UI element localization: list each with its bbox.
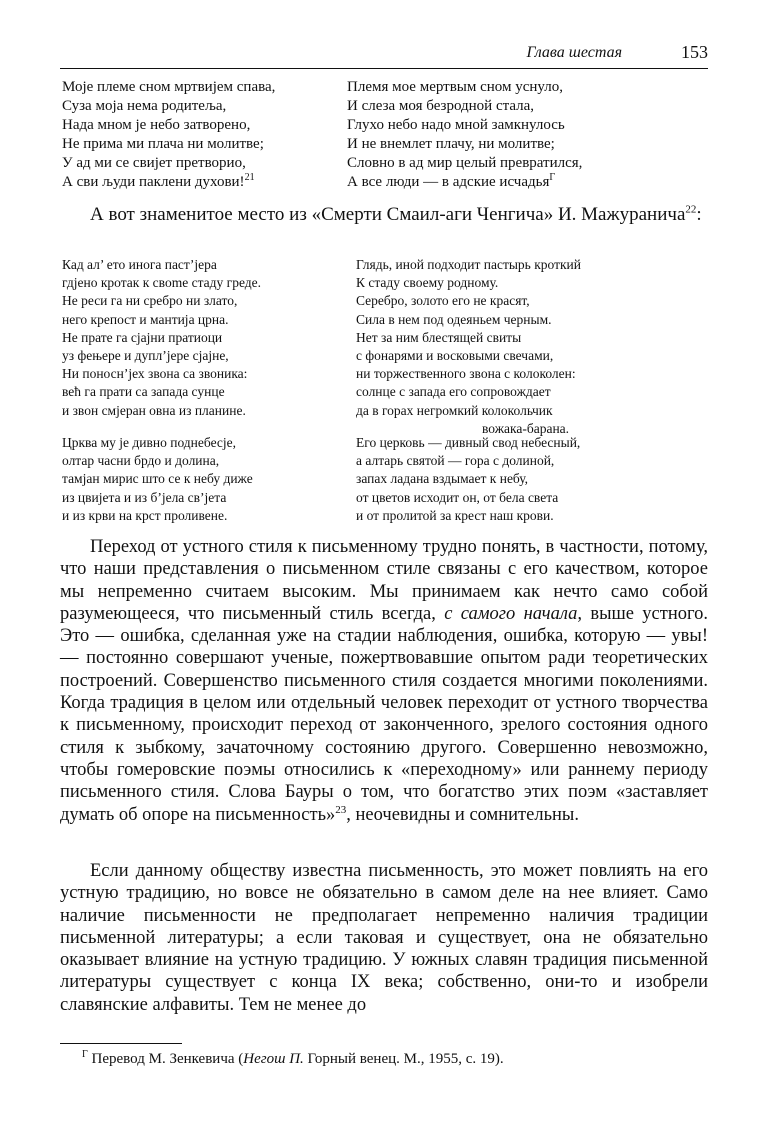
verse-line: Црква му је дивно поднебесје,: [62, 435, 237, 450]
verse-line: Глядь, иной подходит пастырь кроткий: [356, 257, 581, 272]
verse-line: Нада мном је небо затворено,: [62, 117, 251, 133]
body-paragraph-2: Если данному обществу известна письменность, это может повлиять на его устную традицию, но вовсе не обязательно в самом деле на нее влияет. Само наличие письменности не предполагает непременно наличия традиции письменной литературы; а если таковая и существует, она не обязательно оказывает влияние на устную традицию. У южных славян традиция письменной литературы существует с конца IX века; собственно, они-то и изобрели славянские алфавиты. Тем не менее до: [60, 861, 708, 1015]
verse-line: Моје племе сном мртвијем спава,: [62, 79, 276, 95]
page-number: 153: [681, 42, 708, 62]
intro-paragraph: А вот знаменитое место из «Смерти Смаил-аги Ченгича» И. Мажуранича$^{22}$:: [90, 203, 702, 225]
verse-line: из цвијета и из б’јела св’јета: [62, 489, 227, 505]
verse-line: солнце с запада его сопровождает: [356, 384, 551, 400]
verse2-original: [62, 256, 261, 420]
verse-line: Ни поносн’јех звона са звоника:: [62, 366, 248, 382]
verse-line: Сила в нем под одеяньем черным.: [356, 311, 552, 327]
verse-line: ни торжественного звона с колоколен:: [356, 366, 576, 382]
verse1-translation: [347, 78, 582, 192]
footnote: $^Г$ Перевод М. Зенкевича (Негош П. Горный венец. М., 1955, с. 19).: [82, 1049, 504, 1067]
verse-line: а алтарь святой — гора с долиной,: [356, 453, 555, 469]
verse3-translation: [356, 434, 580, 525]
verse1-original: [62, 78, 275, 192]
verse-line: Нет за ним блестящей свиты: [356, 329, 522, 345]
verse-line: Его церковь — дивный свод небесный,: [356, 435, 581, 450]
verse-line-continuation: вожака-барана.: [482, 420, 570, 436]
verse-line: Не реси га ни сребро ни злато,: [62, 293, 238, 309]
verse-line: Глухо небо надо мной замкнулось: [347, 117, 565, 133]
verse-line: Племя мое мертвым сном уснуло,: [347, 79, 564, 95]
verse-line: Не прима ми плача ни молитве;: [62, 136, 264, 152]
verse-line: И не внемлет плачу, ни молитве;: [347, 136, 555, 152]
verse-line: већ га прати са запада сунце: [62, 384, 225, 400]
verse-line: уз фењере и дупл’јере сјајне,: [62, 348, 229, 364]
footnote-divider: [60, 1043, 182, 1044]
footnote-ref: Г: [549, 172, 556, 183]
running-header: [60, 42, 708, 69]
verse-line: Суза моја нема родитеља,: [62, 98, 227, 114]
running-title: Глава шестая: [526, 44, 622, 61]
verse-line: И слеза моя безродной стала,: [347, 98, 535, 114]
verse-line: олтар часни брдо и долина,: [62, 453, 220, 469]
footnote-ref: 23: [335, 803, 347, 816]
verse3-original: [62, 434, 253, 525]
verse-line: и от пролитой за крест наш крови.: [356, 507, 554, 523]
verse-line: и звон смјеран овна из планине.: [62, 402, 246, 418]
verse-line: У ад ми се свијет претворио,: [62, 155, 246, 171]
verse-line: К стаду своему родному.: [356, 275, 499, 291]
verse-line: от цветов исходит он, от бела света: [356, 489, 559, 505]
body-paragraph-1: Переход от устного стиля к письменному трудно понять, в частности, потому, что наши представления о письменном стиле связаны с его качеством, которое мы непременно считаем высоким. Мы принимаем как нечто само собой разумеющееся, что письменный стиль всегда, с самого начала, выше устного. Это — ошибка, сделанная уже на стадии наблюдения, ошибка, которую — увы! — постоянно совершают ученые, пожертвовавшие опытом ради теоретических построений. Совершенство письменного стиля создается многими поколениями. Когда традиция в целом или отдельный человек переходит от устного творчества к письменному, происходит переход от законченного, зрелого состояния одного стиля к зыбкому, зачаточному состоянию другого. Совершенно невозможно, чтобы гомеровские поэмы относились к «переходному» или раннему периоду письменного стиля. Слова Бауры о том, что богатство этих поэм «заставляет думать об опоре на письменность»$^{23}$, неочевидны и сомнительны.: [60, 537, 708, 825]
verse-line: него крепост и мантија црна.: [62, 311, 229, 327]
footnote-ref: 22: [685, 203, 697, 216]
book-page: [60, 0, 708, 1144]
verse-line: да в горах негромкий колокольчик: [356, 402, 553, 418]
verse-line: Кад ал’ ето инога паст’јера: [62, 257, 217, 272]
footnote-mark: Г: [82, 1049, 88, 1060]
verse-line: А все люди — в адские исчадья$^Г$: [347, 172, 556, 190]
verse-line: запах ладана вздымает к небу,: [356, 471, 529, 487]
verse-line: и из крви на крст проливене.: [62, 507, 228, 523]
verse2-translation: [356, 256, 581, 438]
verse-line: тамјан мирис што се к небу диже: [62, 471, 253, 487]
verse-line: Серебро, золото его не красят,: [356, 293, 530, 309]
verse-line: с фонарями и восковыми свечами,: [356, 348, 554, 364]
verse-line: А сви људи паклени духови!$^{21}$: [62, 172, 255, 190]
verse-line: гдјено кротак к свome стаду греде.: [62, 275, 261, 291]
verse-line: Не прате га сјајни пратиоци: [62, 329, 223, 345]
footnote-ref: 21: [244, 172, 255, 183]
verse-line: Словно в ад мир целый превратился,: [347, 155, 583, 171]
